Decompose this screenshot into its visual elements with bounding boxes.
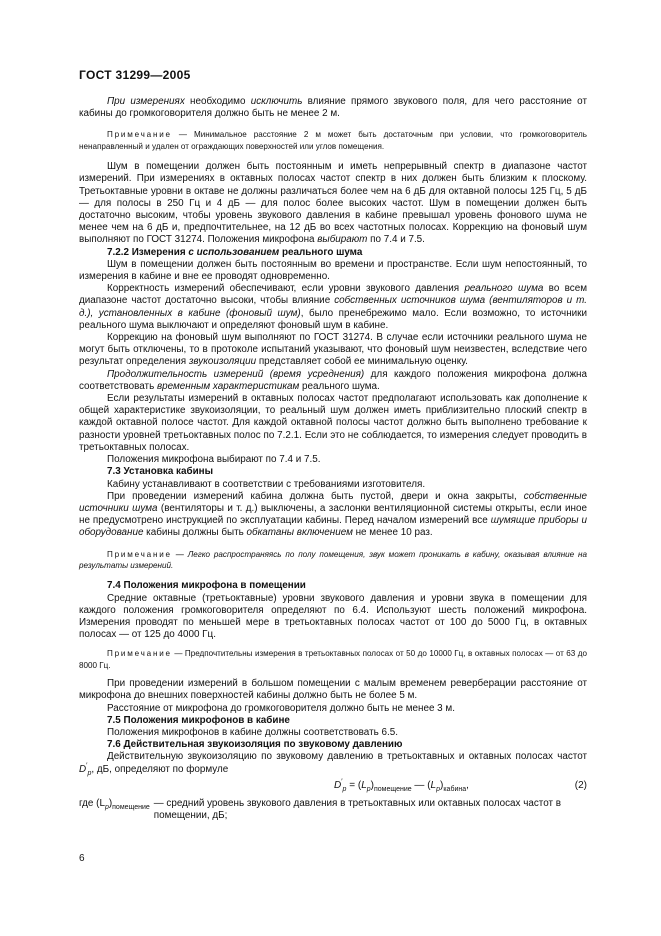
paragraph: При проведении измерений кабина должна быть пустой, двери и окна закрыты, собственные источники шума (вентиляторы и т. д.) выключены, а заслонки вентиляционной системы открыты, если иное не предусмотрено инструкцией по эксплуатации кабины. Перед началом измерений все шумящие приборы и оборудование кабины должны быть обкатаны включением не менее 10 раз. (79, 490, 587, 539)
note: Примечание — Легко распространяясь по полу помещения, звук может проникать в кабину, оказывая влияние на результаты измерений. (79, 549, 587, 570)
document-body (79, 96, 587, 822)
document-header: ГОСТ 31299—2005 (79, 68, 191, 82)
paragraph: Положения микрофона выбирают по 7.4 и 7.5. (107, 454, 321, 466)
paragraph: Положения микрофонов в кабине должны соответствовать 6.5. (107, 726, 398, 738)
paragraph: Коррекцию на фоновый шум выполняют по ГОСТ 31274. В случае если источники реального шума не могут быть отключены, то в протоколе испытаний указывают, что фоновый шум неизвестен, вследствие чего результат определения звукоизоляции представляет собой ее минимальную оценку. (79, 332, 587, 368)
page-number: 6 (79, 853, 85, 864)
paragraph: При измерениях необходимо исключить влияние прямого звукового поля, для чего расстояние от кабины до громкоговорителя должно быть не менее 2 м. (79, 96, 587, 120)
section-heading: 7.2.2 Измерения с использованием реального шума (107, 246, 363, 258)
paragraph: Шум в помещении должен быть постоянным и иметь непрерывный спектр в диапазоне частот измерений. При измерениях в октавных полосах частот спектр в них должен быть близким к плоскому. Третьоктавные уровни в октаве не должны различаться более чем на 6 дБ для октавной полосы 125 Гц, 5 дБ — для полосы в 250 Гц и 4 дБ — для полос более высоких частот. Шум в помещении должен быть достаточно высоким, чтобы уровень звукового давления в кабине превышал уровень фонового шума не менее чем на 6 дБ и, предпочтительнее, на 12 дБ во всех частотных полосах. Коррекцию на фоновый шум выполняют по ГОСТ 31274. Положения микрофона выбирают по 7.4 и 7.5. (79, 161, 587, 246)
paragraph: Продолжительность измерений (время усреднения) для каждого положения микрофона должна соответствовать временным характеристикам реального шума. (79, 368, 588, 392)
section-heading: 7.6 Действительная звукоизоляция по звуковому давлению (107, 739, 403, 751)
paragraph: Если результаты измерений в октавных полосах частот предполагают использовать как дополнение к общей характеристике звукоизоляции, то реальный шум должен иметь приблизительно плоский спектр в каждой октавной полосе частот. Для каждой октавной полосы частот должно быть выполнено требование к разности уровней третьоктавных полос по 7.2.1. Если это не соблюдается, то измерения следует проводить в третьоктавных полосах. (79, 393, 587, 453)
note: Примечание — Предпочтительны измерения в третьоктавных полосах от 50 до 10000 Гц, в октавных полосах — от 63 до 8000 Гц. (79, 649, 587, 670)
note: Примечание — Минимальное расстояние 2 м может быть достаточным при условии, что громкоговоритель ненаправленный и удален от ограждающих поверхностей или углов помещения. (79, 130, 587, 151)
section-heading: 7.5 Положения микрофонов в кабине (107, 714, 290, 726)
paragraph: Кабину устанавливают в соответствии с требованиями изготовителя. (107, 478, 426, 490)
paragraph: Расстояние от микрофона до громкоговорителя должно быть не менее 3 м. (107, 702, 455, 714)
paragraph: Шум в помещении должен быть постоянным во времени и пространстве. Если шум непостоянный, то измерения в кабине и вне ее проводят одновременно. (79, 258, 587, 283)
section-heading: 7.3 Установка кабины (107, 466, 214, 478)
formula-expression: $D'_p = (L_p)_{помещение}$ — $(L_p)_{кабина}$, (334, 778, 469, 793)
paragraph: Средние октавные (третьоктавные) уровни звукового давления и уровни звука в помещении для каждого положения громкоговорителя определяют по 6.4. Используют шесть положений микрофона. Измерения проводят по меньшей мере в третьоктавных полосах частот от 100 до 5000 Гц, в октавных полосах — от 125 до 4000 Гц. (79, 592, 587, 641)
paragraph: Корректность измерений обеспечивают, если уровни звукового давления реального шума во всем диапазоне частот достаточно высоки, чтобы влияние собственных источников шума (вентиляторов и т. д.), установленных в кабине (фоновый шум), было пренебрежимо мало. Если возможно, то источники реального шума выключают и определяют фоновый шум в кабине. (79, 283, 588, 331)
paragraph: При проведении измерений в большом помещении с малым временем реверберации расстояние от микрофона до внешних поверхностей кабины должно быть не более 5 м. (79, 678, 587, 702)
formula-number: (2) (574, 779, 587, 791)
paragraph: Действительную звукоизоляцию по звуковому давлению в третьоктавных и октавных полосах частот $D'_p$, дБ, определяют по формуле (79, 751, 587, 777)
formula (79, 776, 587, 798)
section-heading: 7.4 Положения микрофона в помещении (107, 580, 306, 592)
formula-legend: где $(L_p)_{помещение}$ — средний уровень звукового давления в третьоктавных или октавных полосах частот в помещении, дБ; (79, 797, 561, 821)
